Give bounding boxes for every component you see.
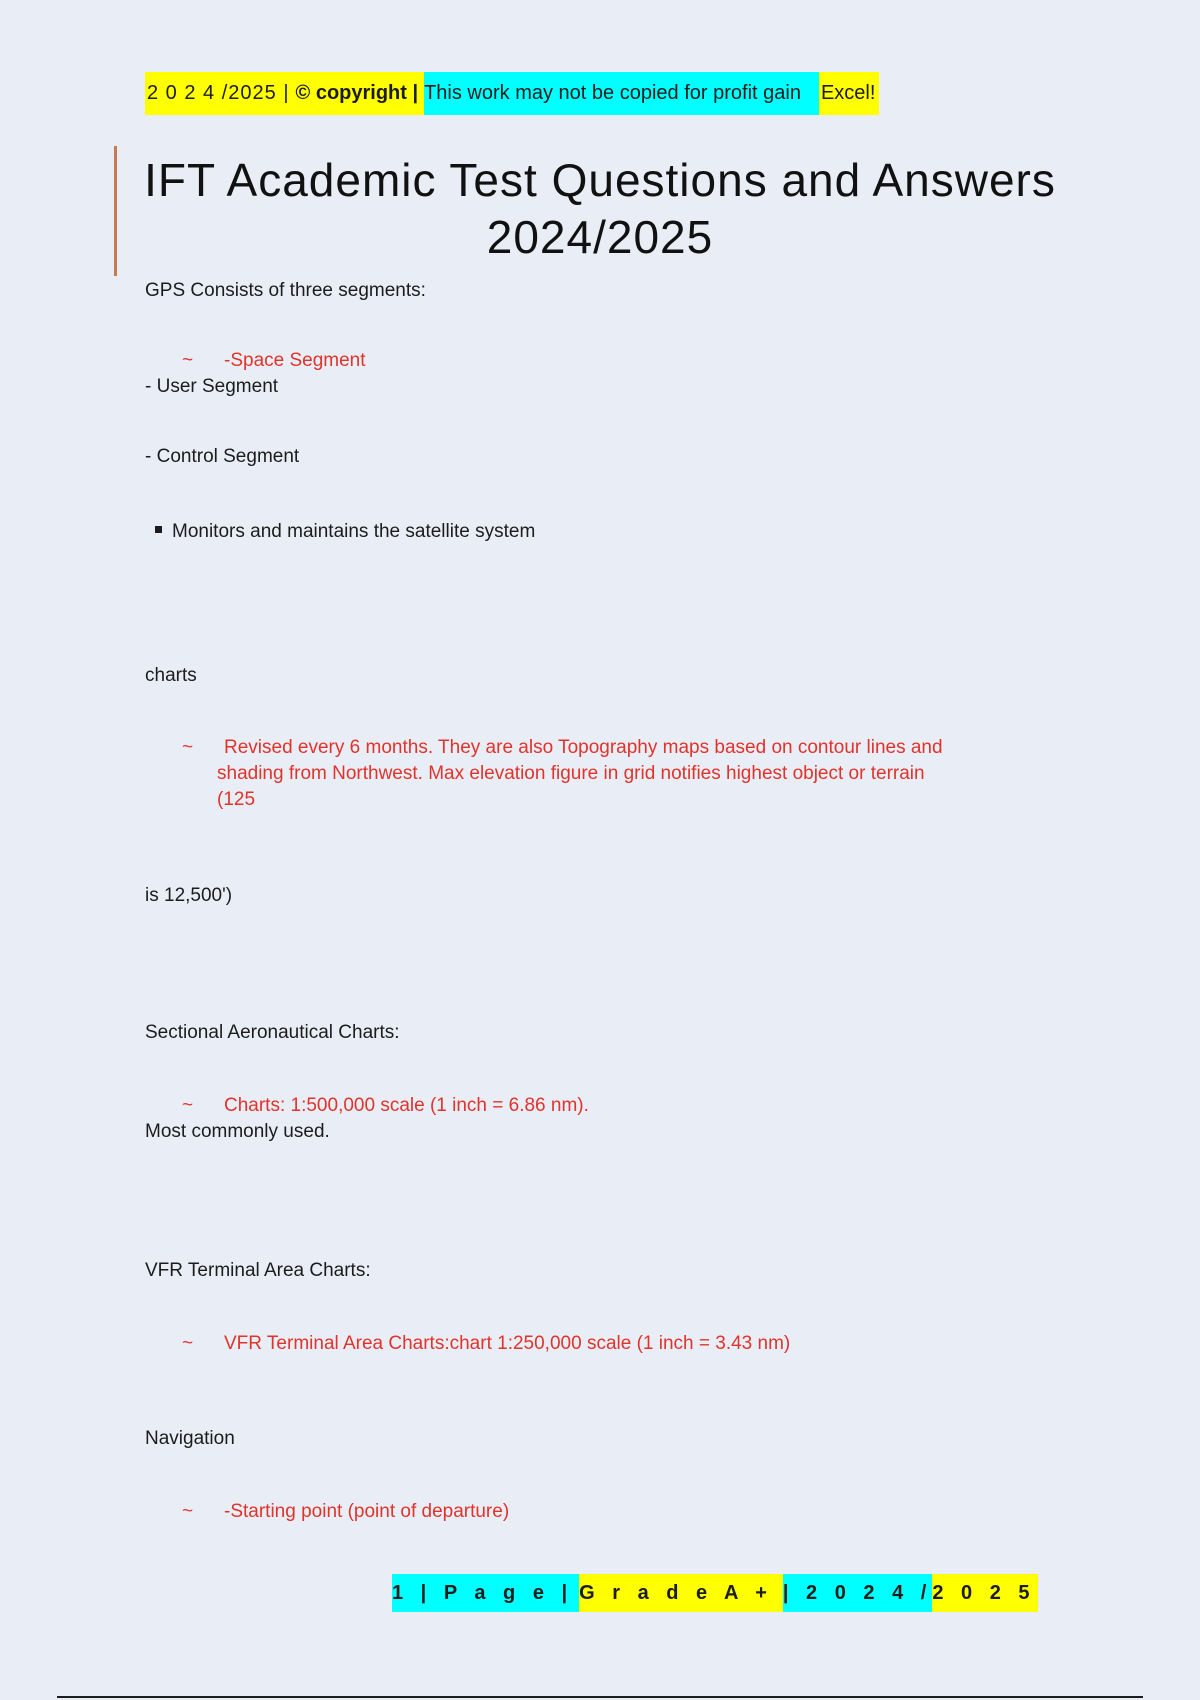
text-user-segment: - User Segment [145, 376, 279, 397]
answer-marker: ~ [182, 737, 194, 758]
answer-vfr [182, 1331, 790, 1357]
question-sectional: Sectional Aeronautical Charts: [145, 1022, 400, 1043]
header-year: 2 0 2 4 /2025 | [145, 72, 292, 115]
text-control-segment: - Control Segment [145, 446, 300, 467]
answer-sectional [182, 1093, 589, 1119]
answer-charts-line-1-text: Revised every 6 months. They are also Topography maps based on contour lines and [224, 737, 943, 758]
answer-navigation [182, 1499, 509, 1525]
answer-charts-line-3: (125 [217, 789, 256, 810]
header-warning: This work may not be copied for profit gain [424, 72, 819, 115]
text-sectional-tail: Most commonly used. [145, 1121, 330, 1142]
answer-gps-text: -Space Segment [224, 350, 366, 371]
answer-sectional-text: Charts: 1:500,000 scale (1 inch = 6.86 nm). [224, 1095, 589, 1116]
text-charts-tail: is 12,500') [145, 885, 233, 906]
answer-charts [182, 735, 1062, 813]
footer-page-number: 1 | P a g e | [392, 1574, 579, 1612]
bullet-monitors [155, 519, 535, 545]
title-accent-bar [114, 146, 117, 276]
footer-year-b: 2 0 2 5 [932, 1574, 1037, 1612]
page-title [130, 152, 1070, 266]
title-line-1: IFT Academic Test Questions and Answers [144, 154, 1056, 206]
answer-marker: ~ [182, 1333, 194, 1354]
footer-year-a: | 2 0 2 4 / [783, 1574, 932, 1612]
header-excel: Excel! [819, 72, 879, 115]
question-charts: charts [145, 665, 197, 686]
answer-vfr-text: VFR Terminal Area Charts:chart 1:250,000 scale (1 inch = 3.43 nm) [224, 1333, 791, 1354]
bottom-divider [57, 1696, 1143, 1698]
question-navigation: Navigation [145, 1428, 235, 1449]
page-footer [392, 1574, 1038, 1612]
question-vfr: VFR Terminal Area Charts: [145, 1260, 371, 1281]
title-line-2: 2024/2025 [486, 211, 714, 263]
header-copyright: © copyright | [292, 72, 425, 115]
footer-grade: G r a d e A + [579, 1574, 783, 1612]
question-gps: GPS Consists of three segments: [145, 280, 426, 301]
answer-marker: ~ [182, 1095, 194, 1116]
answer-marker: ~ [182, 350, 194, 371]
answer-navigation-text: -Starting point (point of departure) [224, 1501, 510, 1522]
bullet-monitors-text: Monitors and maintains the satellite system [172, 521, 536, 542]
answer-charts-line-2: shading from Northwest. Max elevation figure in grid notifies highest object or terrain [217, 763, 925, 784]
answer-marker: ~ [182, 1501, 194, 1522]
copyright-header [145, 72, 879, 115]
bullet-square-icon [155, 526, 162, 533]
answer-charts-line-1 [182, 735, 1062, 761]
answer-gps [182, 348, 366, 374]
